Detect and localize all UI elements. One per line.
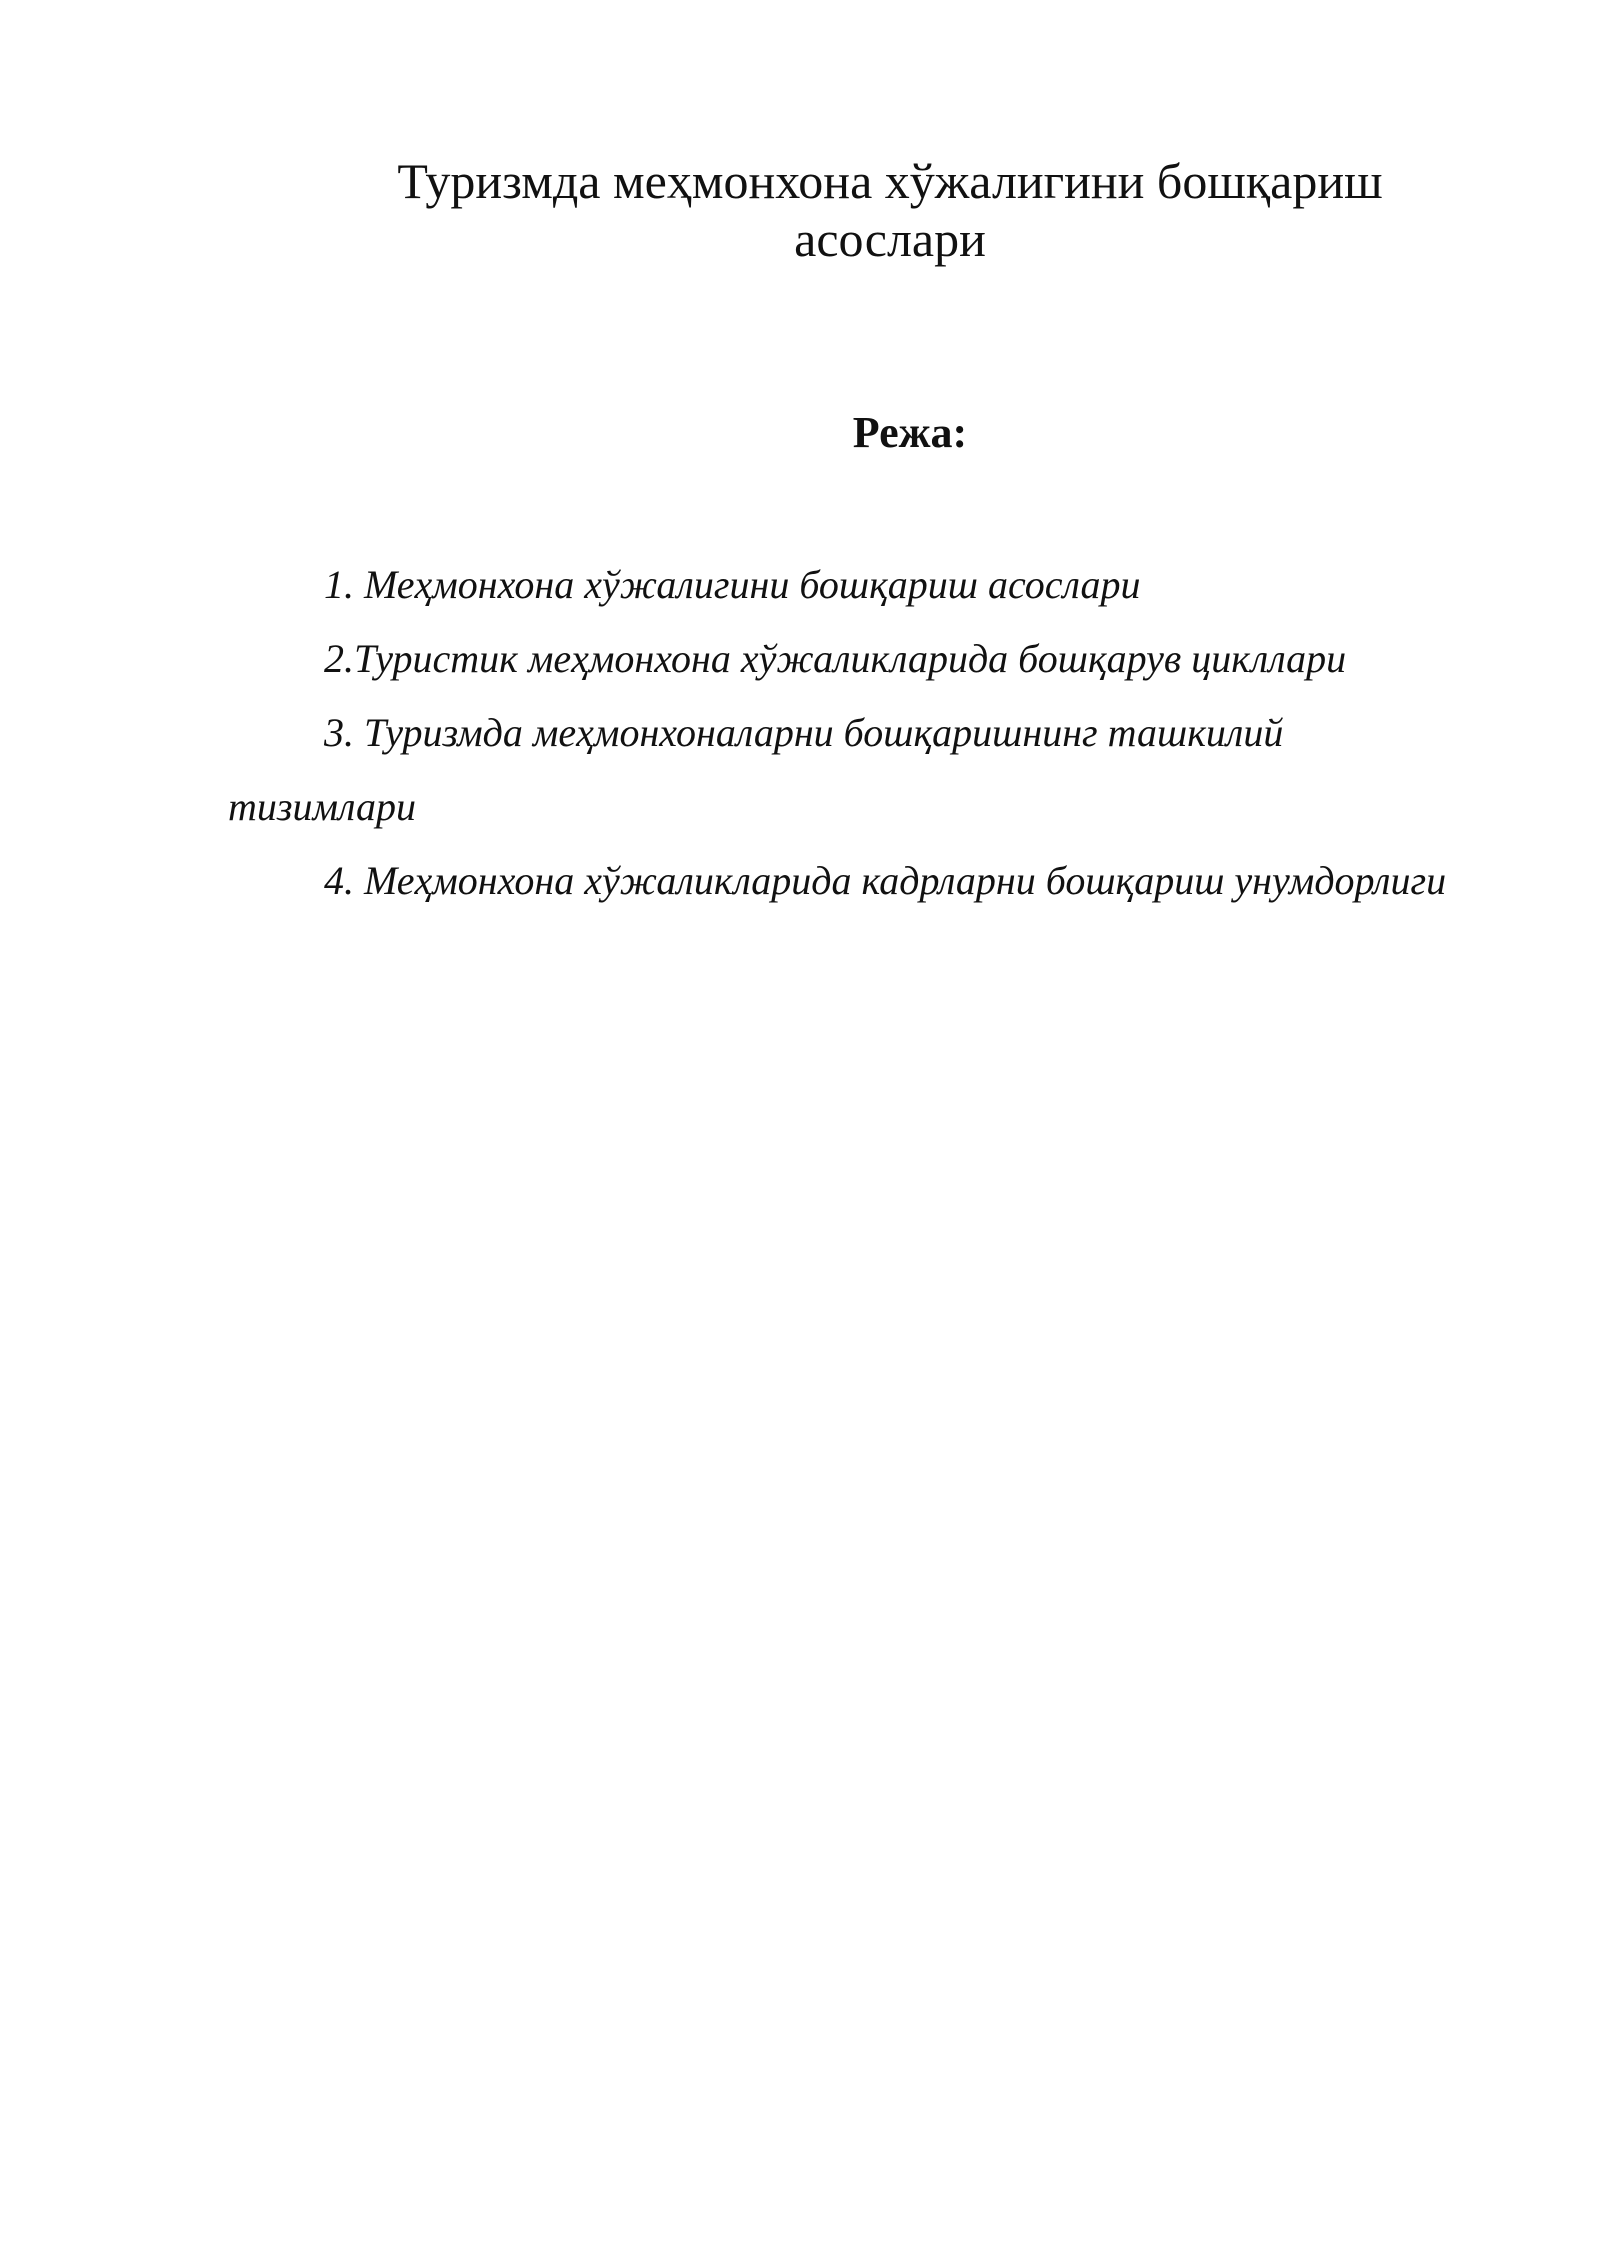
plan-list: [228, 548, 1468, 918]
title-line-1: Туризмда меҳмонхона хўжалигини бошқариш: [397, 153, 1383, 209]
document-title: [330, 152, 1450, 268]
plan-item-4: 4. Меҳмонхона хўжаликларида кадрларни бошқариш унумдорлиги: [324, 858, 1447, 903]
title-line-2: асослари: [794, 211, 986, 267]
plan-item-3: 3. Туризмда меҳмонхоналарни бошқаришнинг ташкилий тизимлари: [228, 710, 1284, 829]
plan-item-2: 2.Туристик меҳмонхона хўжаликларида бошқарув цикллари: [324, 636, 1347, 681]
plan-heading: Режа:: [852, 408, 968, 457]
plan-item-1: 1. Меҳмонхона хўжалигини бошқариш асослари: [324, 562, 1141, 607]
